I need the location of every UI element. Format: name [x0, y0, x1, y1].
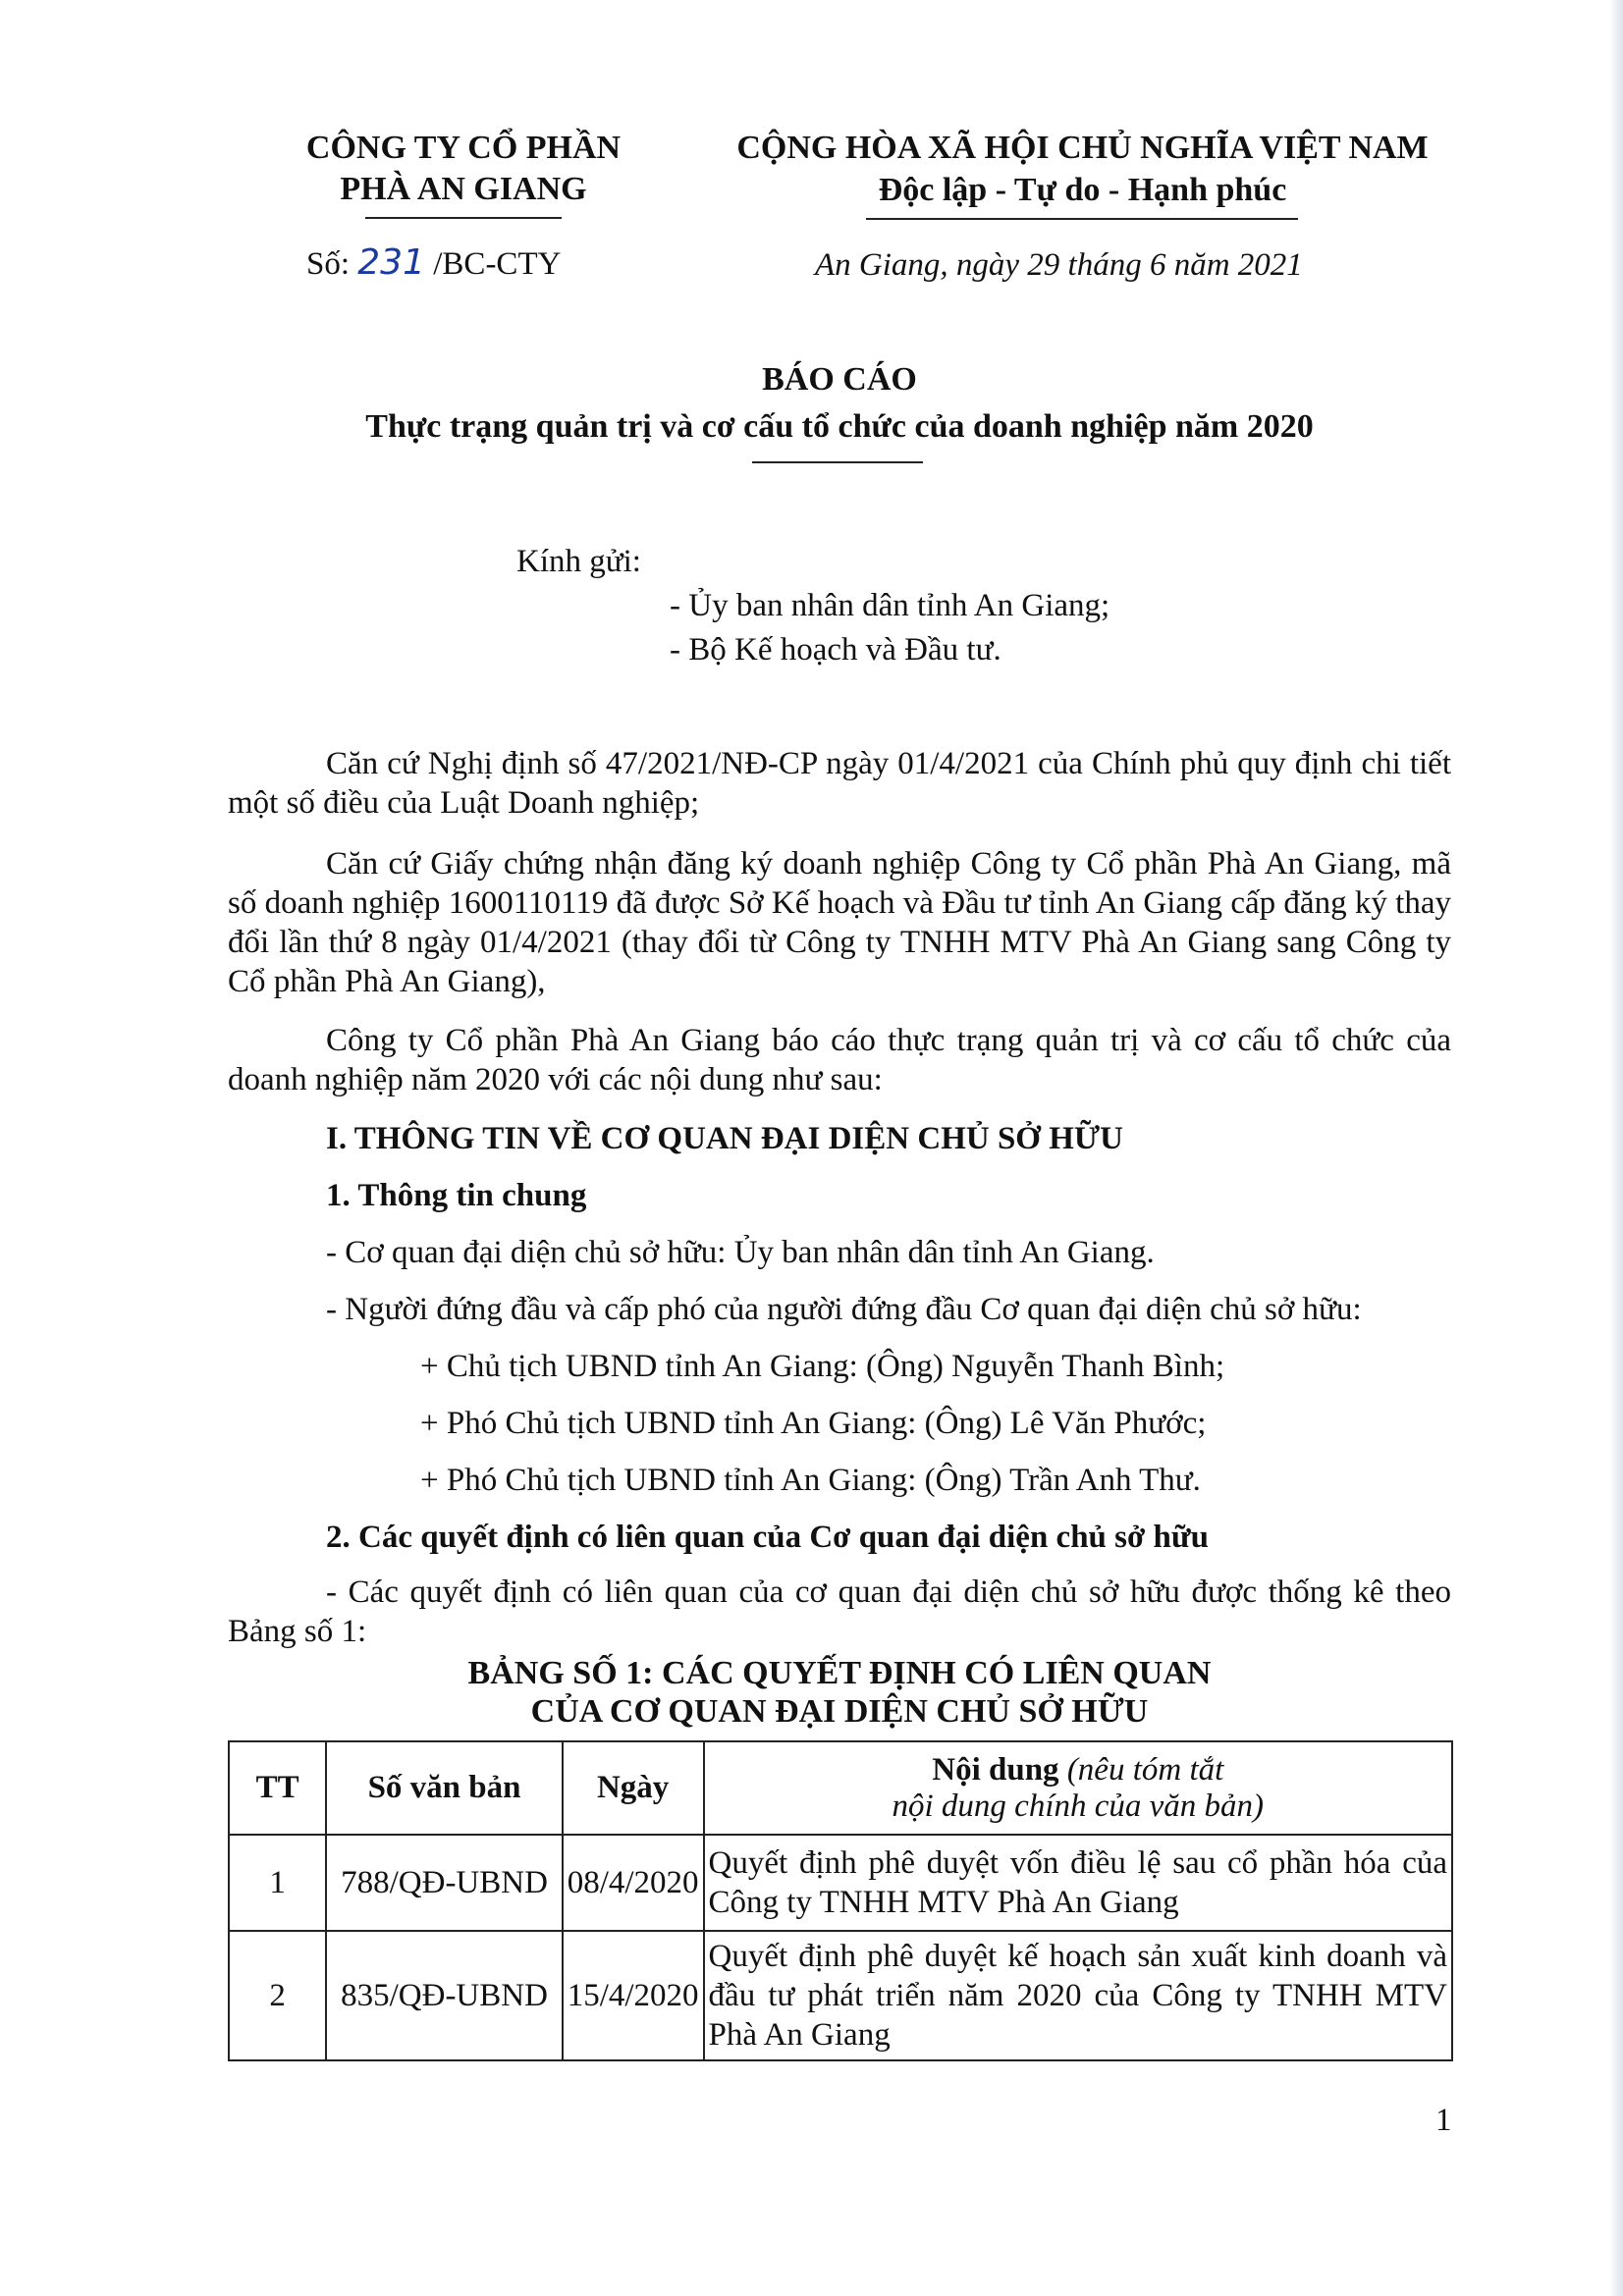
nation-motto-rule — [866, 218, 1298, 220]
header-content-label: Nội dung — [932, 1751, 1059, 1788]
table-row — [229, 1931, 1452, 2060]
company-name-rule — [365, 217, 562, 219]
nation-motto: Độc lập - Tự do - Hạnh phúc — [878, 172, 1287, 208]
cell-content: Quyết định phê duyệt kế hoạch sản xuất kinh doanh và đầu tư phát triển năm 2020 của Công ty TNHH MTV Phà An Giang — [704, 1931, 1452, 2060]
header-number: Số văn bản — [326, 1741, 562, 1835]
recipient-item: - Bộ Kế hoạch và Đầu tư. — [670, 632, 1001, 667]
paragraph-legal-basis-2: Căn cứ Giấy chứng nhận đăng ký doanh nghiệp Công ty Cổ phần Phà An Giang, mã số doanh nghiệp 1600110119 đã được Sở Kế hoạch và Đầu tư tỉnh An Giang cấp đăng ký thay đổi lần thứ 8 ngày 01/4/2021 (thay đổi từ Công ty TNHH MTV Phà An Giang sang Công ty Cổ phần Phà An Giang), — [228, 846, 1451, 999]
cell-tt: 1 — [229, 1835, 326, 1931]
header-date: Ngày — [563, 1741, 704, 1835]
scan-edge-shadow — [1609, 0, 1623, 2296]
cell-date: 15/4/2020 — [563, 1931, 704, 2060]
doc-number-suffix: /BC-CTY — [433, 246, 562, 282]
leaders-intro-line: - Người đứng đầu và cấp phó của người đứng đầu Cơ quan đại diện chủ sở hữu: — [326, 1292, 1362, 1327]
cell-number: 835/QĐ-UBND — [326, 1931, 562, 2060]
report-title: BÁO CÁO — [762, 361, 917, 398]
company-name-line1: CÔNG TY CỔ PHẦN — [305, 130, 622, 166]
header-content — [704, 1741, 1452, 1835]
section-heading: I. THÔNG TIN VỀ CƠ QUAN ĐẠI DIỆN CHỦ SỞ HỮU — [326, 1121, 1123, 1156]
page-number: 1 — [1435, 2103, 1452, 2138]
header-content-note: (nêu tóm tắt — [1066, 1751, 1224, 1788]
place-date: An Giang, ngày 29 tháng 6 năm 2021 — [815, 247, 1303, 283]
table-row — [229, 1835, 1452, 1931]
doc-number-prefix: Số: — [306, 246, 351, 282]
paragraph-legal-basis-1: Căn cứ Nghị định số 47/2021/NĐ-CP ngày 01/4/2021 của Chính phủ quy định chi tiết một số điều của Luật Doanh nghiệp; — [228, 746, 1451, 821]
table-title-line2: CỦA CƠ QUAN ĐẠI DIỆN CHỦ SỞ HỮU — [530, 1693, 1149, 1730]
doc-number-handwritten: 231 — [357, 242, 425, 283]
leader-item: + Chủ tịch UBND tỉnh An Giang: (Ông) Nguyễn Thanh Bình; — [420, 1349, 1225, 1384]
table-header-row — [229, 1741, 1452, 1835]
subsection-heading: 2. Các quyết định có liên quan của Cơ quan đại diện chủ sở hữu — [326, 1520, 1210, 1555]
owner-agency-line: - Cơ quan đại diện chủ sở hữu: Ủy ban nhân dân tỉnh An Giang. — [326, 1235, 1155, 1270]
leader-item: + Phó Chủ tịch UBND tỉnh An Giang: (Ông) Lê Văn Phước; — [420, 1406, 1207, 1441]
leader-item: + Phó Chủ tịch UBND tỉnh An Giang: (Ông) Trần Anh Thư. — [420, 1463, 1201, 1498]
header-tt: TT — [229, 1741, 326, 1835]
table-title-line1: BẢNG SỐ 1: CÁC QUYẾT ĐỊNH CÓ LIÊN QUAN — [467, 1655, 1212, 1691]
decisions-intro: - Các quyết định có liên quan của cơ quan đại diện chủ sở hữu được thống kê theo Bảng số 1: — [228, 1575, 1451, 1649]
title-rule — [752, 461, 923, 463]
company-name-line2: PHÀ AN GIANG — [340, 171, 587, 207]
header-content-note: nội dung chính của văn bản) — [892, 1788, 1265, 1824]
paragraph-intro: Công ty Cổ phần Phà An Giang báo cáo thực trạng quản trị và cơ cấu tổ chức của doanh nghiệp năm 2020 với các nội dung như sau: — [228, 1023, 1451, 1097]
cell-date: 08/4/2020 — [563, 1835, 704, 1931]
decisions-table — [228, 1740, 1453, 2061]
subsection-heading: 1. Thông tin chung — [326, 1178, 587, 1213]
cell-number: 788/QĐ-UBND — [326, 1835, 562, 1931]
nation-title: CỘNG HÒA XÃ HỘI CHỦ NGHĨA VIỆT NAM — [736, 130, 1429, 166]
report-subtitle: Thực trạng quản trị và cơ cấu tổ chức của doanh nghiệp năm 2020 — [365, 408, 1314, 445]
recipient-item: - Ủy ban nhân dân tỉnh An Giang; — [670, 588, 1110, 623]
cell-tt: 2 — [229, 1931, 326, 2060]
cell-content: Quyết định phê duyệt vốn điều lệ sau cổ phần hóa của Công ty TNHH MTV Phà An Giang — [704, 1835, 1452, 1931]
doc-number — [306, 243, 561, 284]
recipients-label: Kính gửi: — [516, 544, 641, 579]
